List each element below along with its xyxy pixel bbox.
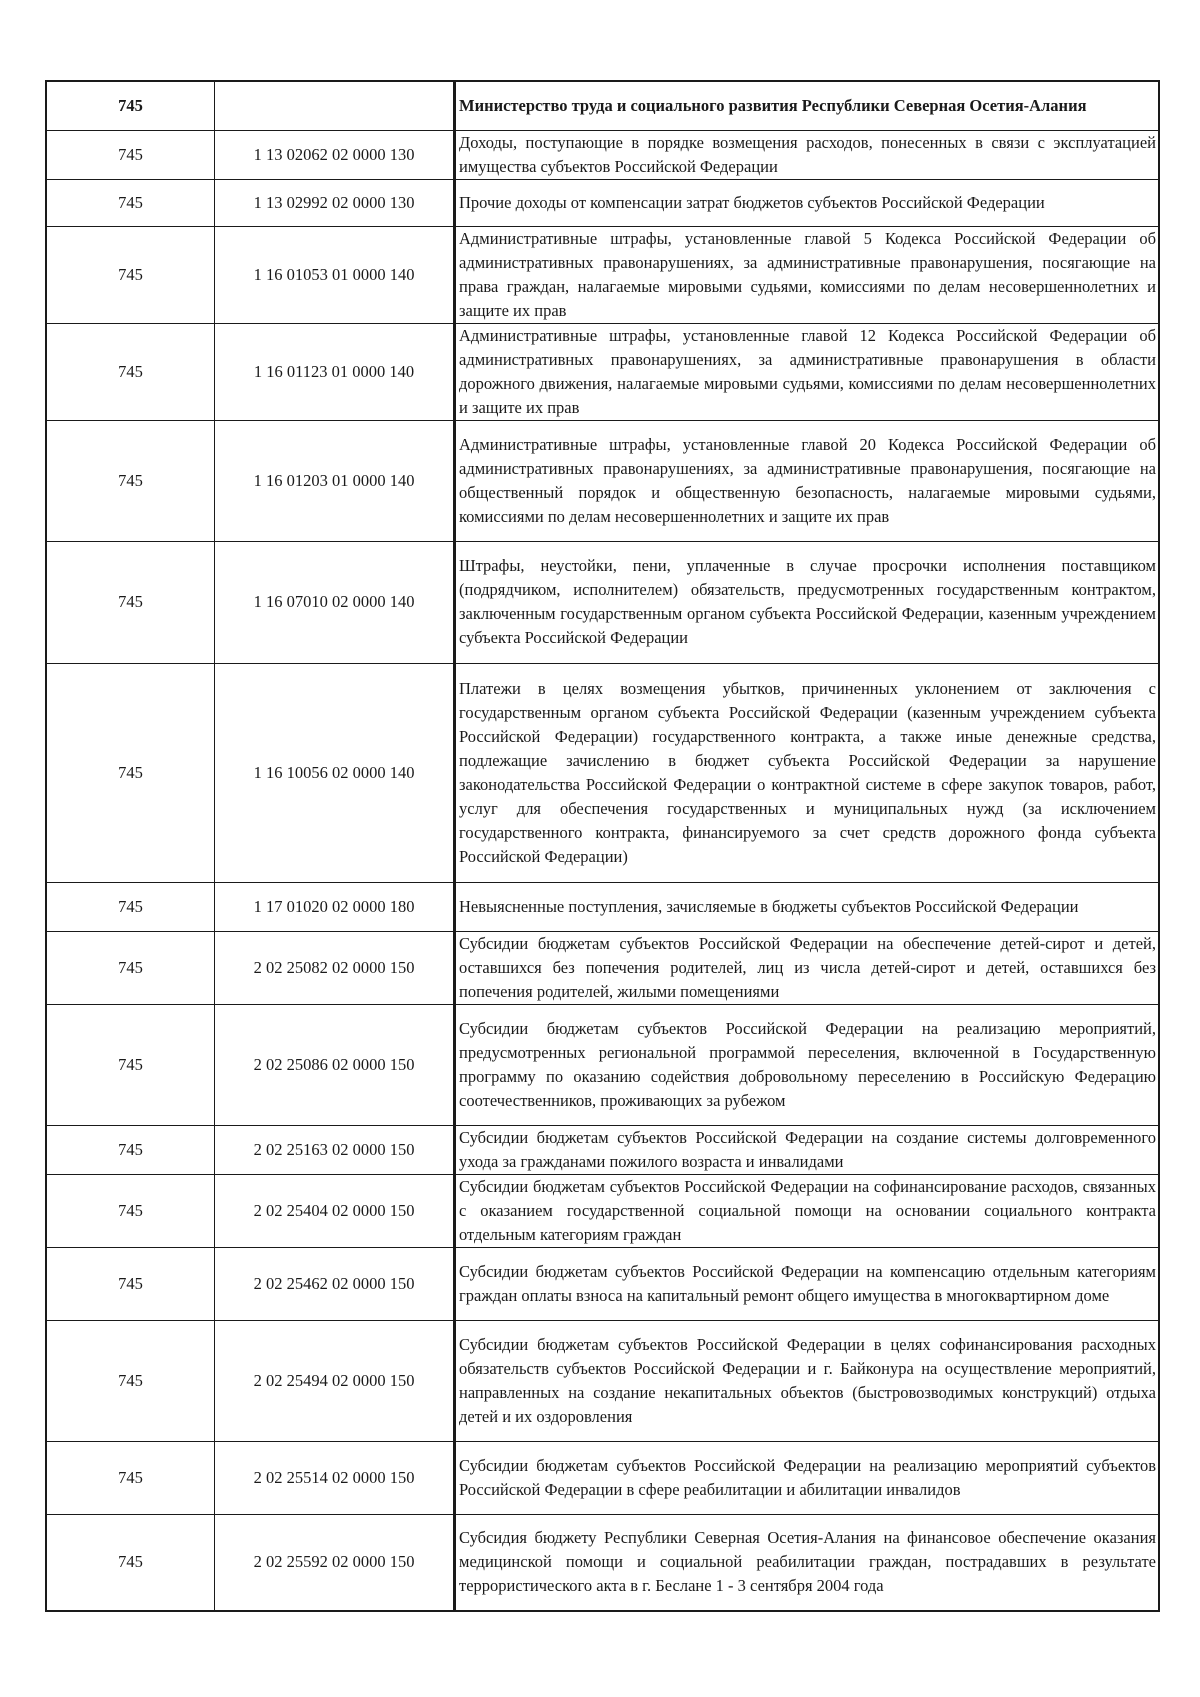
admin-code-cell: 745 [46,1320,215,1441]
revenue-name-cell: Административные штрафы, установленные главой 20 Кодекса Российской Федерации об административных правонарушениях, за административные правонарушения, посягающие на общественный порядок и общественную безопасность, налагаемые мировыми судьями, комиссиями по делам несовершеннолетних и защите их прав [455,420,1160,541]
table-row [46,1004,1159,1125]
revenue-code-cell: 2 02 25462 02 0000 150 [215,1247,455,1320]
table-row [46,1125,1159,1174]
revenue-code-cell: 2 02 25163 02 0000 150 [215,1125,455,1174]
revenue-code-cell: 2 02 25592 02 0000 150 [215,1514,455,1611]
revenue-name-cell: Субсидии бюджетам субъектов Российской Федерации на софинансирование расходов, связанных с оказанием государственной социальной помощи на основании социального контракта отдельным категориям граждан [455,1174,1160,1247]
revenue-code-cell: 1 13 02992 02 0000 130 [215,179,455,226]
revenue-code-cell: 1 16 01203 01 0000 140 [215,420,455,541]
table-row [46,1514,1159,1611]
table-row [46,420,1159,541]
table-row [46,882,1159,931]
admin-code-cell: 745 [46,1004,215,1125]
table-header-row [46,81,1159,130]
table-body [46,81,1159,1611]
revenue-code-cell: 2 02 25082 02 0000 150 [215,931,455,1004]
revenue-name-cell: Субсидии бюджетам субъектов Российской Федерации на обеспечение детей-сирот и детей, оставшихся без попечения родителей, лиц из числа детей-сирот и детей, оставшихся без попечения родителей, жилыми помещениями [455,931,1160,1004]
revenue-name-cell: Платежи в целях возмещения убытков, причиненных уклонением от заключения с государственным органом субъекта Российской Федерации (казенным учреждением субъекта Российской Федерации) государственного контракта, а также иные денежные средства, подлежащие зачислению в бюджет субъекта Российской Федерации за нарушение законодательства Российской Федерации о контрактной системе в сфере закупок товаров, работ, услуг для обеспечения государственных и муниципальных нужд (за исключением государственного контракта, финансируемого за счет средств дорожного фонда субъекта Российской Федерации) [455,663,1160,882]
revenue-name-cell: Прочие доходы от компенсации затрат бюджетов субъектов Российской Федерации [455,179,1160,226]
revenue-name-cell: Административные штрафы, установленные главой 5 Кодекса Российской Федерации об административных правонарушениях, за административные правонарушения, посягающие на права граждан, налагаемые мировыми судьями, комиссиями по делам несовершеннолетних и защите их прав [455,226,1160,323]
table-row [46,931,1159,1004]
revenue-code-cell: 2 02 25086 02 0000 150 [215,1004,455,1125]
header-revenue-code [215,81,455,130]
revenue-code-cell: 1 16 01123 01 0000 140 [215,323,455,420]
revenue-name-cell: Административные штрафы, установленные главой 12 Кодекса Российской Федерации об административных правонарушениях, за административные правонарушения в области дорожного движения, налагаемые мировыми судьями, комиссиями по делам несовершеннолетних и защите их прав [455,323,1160,420]
table-row [46,226,1159,323]
admin-code-cell: 745 [46,1174,215,1247]
table-row [46,1441,1159,1514]
table-row [46,1320,1159,1441]
header-ministry-name: Министерство труда и социального развития Республики Северная Осетия-Алания [455,81,1160,130]
revenue-name-cell: Субсидии бюджетам субъектов Российской Федерации на реализацию мероприятий субъектов Российской Федерации в сфере реабилитации и абилитации инвалидов [455,1441,1160,1514]
admin-code-cell: 745 [46,663,215,882]
revenue-code-cell: 1 13 02062 02 0000 130 [215,130,455,179]
table-row [46,130,1159,179]
revenue-code-cell: 2 02 25404 02 0000 150 [215,1174,455,1247]
table-row [46,323,1159,420]
revenue-name-cell: Субсидия бюджету Республики Северная Осетия-Алания на финансовое обеспечение оказания медицинской помощи и социальной реабилитации граждан, пострадавших в результате террористического акта в г. Беслане 1 - 3 сентября 2004 года [455,1514,1160,1611]
table-row [46,179,1159,226]
admin-code-cell: 745 [46,1247,215,1320]
revenue-code-cell: 1 17 01020 02 0000 180 [215,882,455,931]
revenue-name-cell: Невыясненные поступления, зачисляемые в бюджеты субъектов Российской Федерации [455,882,1160,931]
revenue-code-cell: 2 02 25494 02 0000 150 [215,1320,455,1441]
table-row [46,1174,1159,1247]
revenue-code-cell: 1 16 07010 02 0000 140 [215,541,455,663]
table-row [46,1247,1159,1320]
table-row [46,541,1159,663]
document-page [45,80,1160,1612]
revenue-name-cell: Субсидии бюджетам субъектов Российской Федерации на компенсацию отдельным категориям граждан оплаты взноса на капитальный ремонт общего имущества в многоквартирном доме [455,1247,1160,1320]
revenue-code-table [45,80,1160,1612]
admin-code-cell: 745 [46,1441,215,1514]
admin-code-cell: 745 [46,179,215,226]
revenue-name-cell: Субсидии бюджетам субъектов Российской Федерации в целях софинансирования расходных обязательств субъектов Российской Федерации и г. Байконура на осуществление мероприятий, направленных на создание некапитальных объектов (быстровозводимых конструкций) отдыха детей и их оздоровления [455,1320,1160,1441]
revenue-code-cell: 1 16 10056 02 0000 140 [215,663,455,882]
admin-code-cell: 745 [46,226,215,323]
revenue-name-cell: Субсидии бюджетам субъектов Российской Федерации на создание системы долговременного ухода за гражданами пожилого возраста и инвалидами [455,1125,1160,1174]
admin-code-cell: 745 [46,882,215,931]
revenue-name-cell: Субсидии бюджетам субъектов Российской Федерации на реализацию мероприятий, предусмотренных региональной программой переселения, включенной в Государственную программу по оказанию содействия добровольному переселению в Российскую Федерацию соотечественников, проживающих за рубежом [455,1004,1160,1125]
revenue-code-cell: 1 16 01053 01 0000 140 [215,226,455,323]
revenue-name-cell: Доходы, поступающие в порядке возмещения расходов, понесенных в связи с эксплуатацией имущества субъектов Российской Федерации [455,130,1160,179]
revenue-name-cell: Штрафы, неустойки, пени, уплаченные в случае просрочки исполнения поставщиком (подрядчиком, исполнителем) обязательств, предусмотренных государственным контрактом, заключенным государственным органом субъекта Российской Федерации, казенным учреждением субъекта Российской Федерации [455,541,1160,663]
admin-code-cell: 745 [46,130,215,179]
revenue-code-cell: 2 02 25514 02 0000 150 [215,1441,455,1514]
admin-code-cell: 745 [46,1514,215,1611]
table-row [46,663,1159,882]
admin-code-cell: 745 [46,420,215,541]
header-admin-code: 745 [46,81,215,130]
admin-code-cell: 745 [46,541,215,663]
admin-code-cell: 745 [46,931,215,1004]
admin-code-cell: 745 [46,1125,215,1174]
admin-code-cell: 745 [46,323,215,420]
